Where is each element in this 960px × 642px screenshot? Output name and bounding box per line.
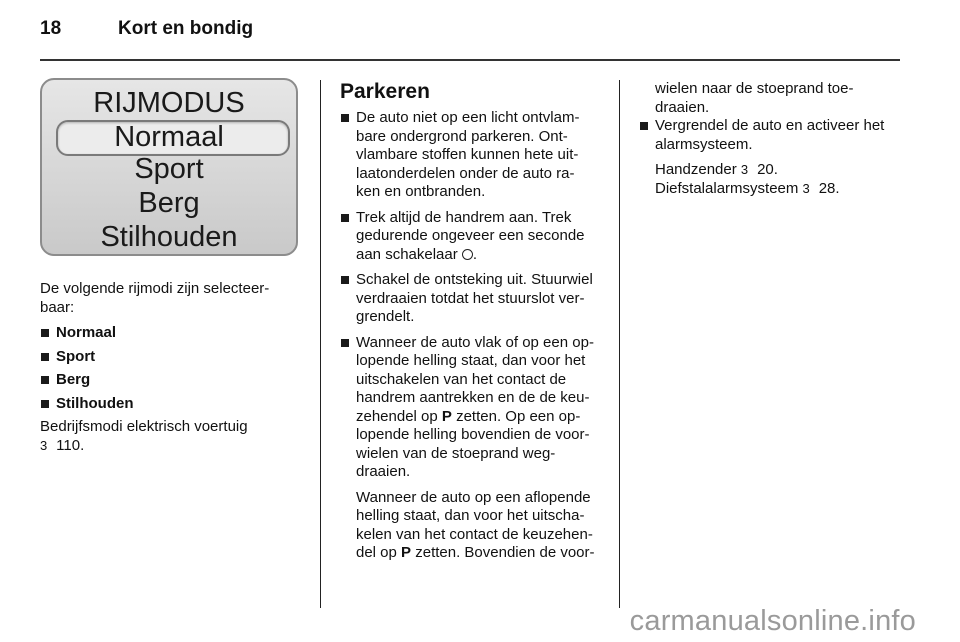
cross-reference[interactable]: Bedrijfsmodi elektrisch voertuig 3 110. <box>40 418 248 454</box>
page-reference-icon: 3 <box>802 180 810 196</box>
intro-text: De volgende rijmodi zijn selecteer- baar: <box>40 280 270 316</box>
column-divider-2 <box>619 80 620 608</box>
display-heading: RIJMODUS <box>93 87 245 119</box>
reference-page: 110. <box>56 436 85 454</box>
list-item: Trek altijd de handrem aan. Trek gedurende ongeveer een seconde aan schakelaar . <box>340 209 606 265</box>
list-item: Stilhouden <box>40 395 308 414</box>
header-rule <box>40 59 900 61</box>
parking-brake-switch-icon <box>462 249 473 260</box>
bullet-icon <box>41 353 49 361</box>
list-item: Wanneer de auto vlak of op een op- lopende helling staat, dan voor het uitschakelen van het contact de handrem aantrekken en de de keu- zehendel op P zetten. Op een op- lopende helling bovendien de voor- wielen van de stoeprand weg- draaien. <box>340 334 606 482</box>
bullet-icon <box>640 122 648 130</box>
bullet-icon <box>341 214 349 222</box>
list-item: Vergrendel de auto en activeer het alarmsysteem. <box>639 117 905 154</box>
page-number: 18 <box>40 18 62 39</box>
bullet-icon <box>341 276 349 284</box>
bullet-icon <box>341 339 349 347</box>
display-option-stilhouden: Stilhouden <box>100 221 238 253</box>
list-item: Schakel de ontsteking uit. Stuurwiel verdraaien totdat het stuurslot ver- grendelt. <box>340 271 606 327</box>
section-heading: Parkeren <box>340 80 430 103</box>
mode-list <box>40 324 308 413</box>
drive-mode-display <box>40 78 298 256</box>
list-item: Berg <box>40 371 308 390</box>
column-divider-1 <box>320 80 321 608</box>
page-reference-icon: 3 <box>40 437 48 453</box>
list-item: De auto niet op een licht ontvlam- bare ondergrond parkeren. Ont- vlambare stoffen kunnen hete uit- laatonderdelen onder de auto ra- ken en ontbranden. <box>340 109 606 202</box>
bullet-icon <box>41 329 49 337</box>
watermark: carmanualsonline.info <box>629 605 916 637</box>
bullet-icon <box>341 114 349 122</box>
cross-reference[interactable]: Handzender 3 20. <box>655 161 778 178</box>
bullet-icon <box>41 400 49 408</box>
display-option-normaal: Normaal <box>114 121 224 153</box>
downhill-paragraph: Wanneer de auto op een aflopende helling staat, dan voor het uitscha- kelen van het contact de keuzehen- del op P zetten. Bovendien de voor- <box>356 488 595 561</box>
list-item: Normaal <box>40 324 308 343</box>
column-1 <box>40 280 308 455</box>
column-3 <box>639 80 905 198</box>
page-reference-icon: 3 <box>740 162 749 177</box>
page-title: Kort en bondig <box>118 18 254 39</box>
column-2 <box>340 80 606 563</box>
display-option-berg: Berg <box>138 187 200 219</box>
parking-list <box>340 109 606 482</box>
cross-reference[interactable]: Diefstalalarmsysteem 3 28. <box>655 179 840 197</box>
bullet-icon <box>41 376 49 384</box>
display-option-sport: Sport <box>134 153 204 185</box>
lock-list <box>639 117 905 154</box>
list-item: Sport <box>40 348 308 367</box>
continued-paragraph: wielen naar de stoeprand toe- draaien. <box>655 80 854 116</box>
